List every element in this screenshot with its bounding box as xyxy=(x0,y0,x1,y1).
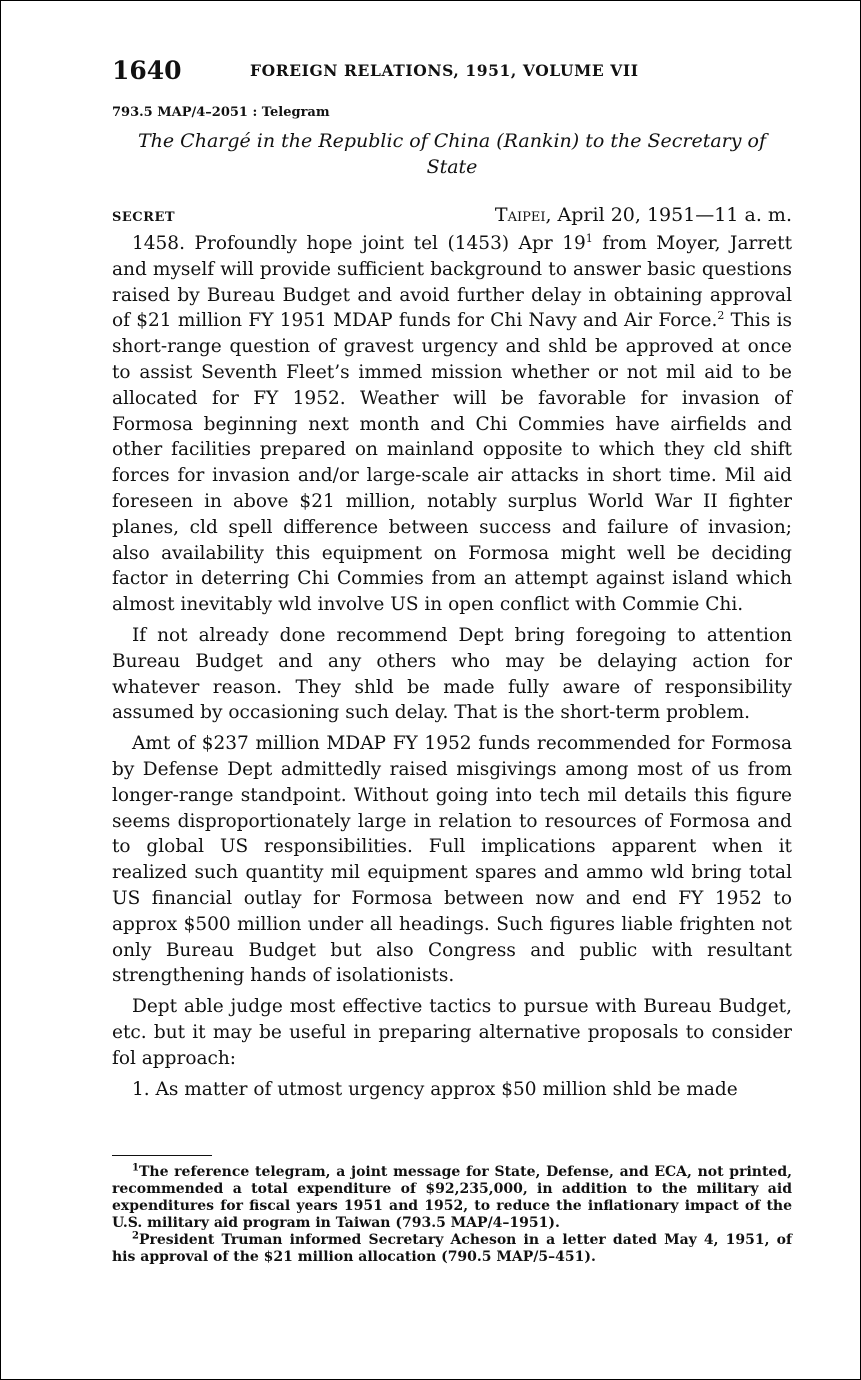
footnote-2-mark: 2 xyxy=(132,1230,139,1242)
paragraph-5: 1. As matter of utmost urgency approx $50 million shld be made xyxy=(132,1078,738,1100)
footnote-2 xyxy=(112,1232,792,1266)
paragraph-2: If not already done recommend Dept bring foregoing to attention Bureau Budget and any others who may be delaying action for whatever reason. They shld be made fully aware of responsibility assumed by occasioning such delay. That is the short-term problem. xyxy=(112,624,792,724)
dateline-date: April 20, 1951—11 a. m. xyxy=(551,204,792,226)
footnote-2-text: President Truman informed Secretary Acheson in a letter dated May 4, 1951, of his approval of the $21 million allocation (790.5 MAP/5–451). xyxy=(112,1232,792,1265)
running-title: FOREIGN RELATIONS, 1951, VOLUME VII xyxy=(250,61,639,80)
page-number: 1640 xyxy=(112,56,182,85)
paragraph-3: Amt of $237 million MDAP FY 1952 funds recommended for Formosa by Defense Dept admittedly raised misgivings among most of us from longer-range standpoint. Without going into tech mil details this figure seems disproportionately large in relation to resources of Formosa and to global US responsibilities. Full implications apparent when it realized such quantity mil equipment spares and ammo wld bring total US financial outlay for Formosa between now and end FY 1952 to approx $500 million under all headings. Such figures liable frighten not only Bureau Budget but also Congress and public with resultant strengthening hands of isolationists. xyxy=(112,733,792,987)
footnote-ref-1: 1 xyxy=(585,231,593,245)
paragraph-4: Dept able judge most effective tactics to pursue with Bureau Budget, etc. but it may be useful in preparing alternative proposals to consider fol approach: xyxy=(112,996,792,1069)
dateline-place: Taipei, xyxy=(494,204,552,226)
footnote-divider xyxy=(112,1155,212,1156)
classification-line xyxy=(112,204,792,230)
classification-label: SECRET xyxy=(112,210,176,225)
page-header xyxy=(112,56,792,86)
dateline xyxy=(495,204,792,226)
footnote-1-text: The reference telegram, a joint message for State, Defense, and ECA, not printed, recommended a total expenditure of $92,235,000, in addition to the military aid expenditures for fiscal years 1951 and 1952, to reduce the inflationary impact of the U.S. military aid program in Taiwan (793.5 MAP/4–1951). xyxy=(112,1164,792,1231)
file-reference: 793.5 MAP/4–2051 : Telegram xyxy=(112,105,330,120)
paragraph-1 xyxy=(112,231,792,618)
footnotes xyxy=(112,1164,792,1266)
footnote-1-mark: 1 xyxy=(132,1162,139,1174)
paragraph-1-part-c: This is short-range question of gravest urgency and shld be approved at once to assist Seventh Fleet’s immed mission whether or not mil aid to be allocated for FY 1952. Weather will be favorable for invasion of Formosa beginning next month and Chi Commies have airfields and other facilities prepared on mainland opposite to which they cld shift forces for invasion and/or large-scale air attacks in short time. Mil aid foreseen in above $21 million, notably surplus World War II fighter planes, cld spell difference between success and failure of invasion; also availability this equipment on Formosa might well be deciding factor in deterring Chi Commies from an attempt against island which almost inevitably wld involve US in open conflict with Commie Chi. xyxy=(112,310,792,616)
paragraph-1-part-a: 1458. Profoundly hope joint tel (1453) Apr 19 xyxy=(132,233,586,254)
footnote-ref-2: 2 xyxy=(717,309,725,323)
document-title: The Chargé in the Republic of China (Rankin) to the Secretary of State xyxy=(137,130,767,178)
telegram-body xyxy=(112,231,792,1107)
paragraph-1-part-b: from Moyer, Jarrett and myself will provide sufficient background to answer basic questions raised by Bureau Budget and avoid further delay in obtaining approval of $21 million FY 1951 MDAP funds for Chi Navy and Air Force. xyxy=(112,233,792,332)
footnote-1 xyxy=(112,1164,792,1232)
